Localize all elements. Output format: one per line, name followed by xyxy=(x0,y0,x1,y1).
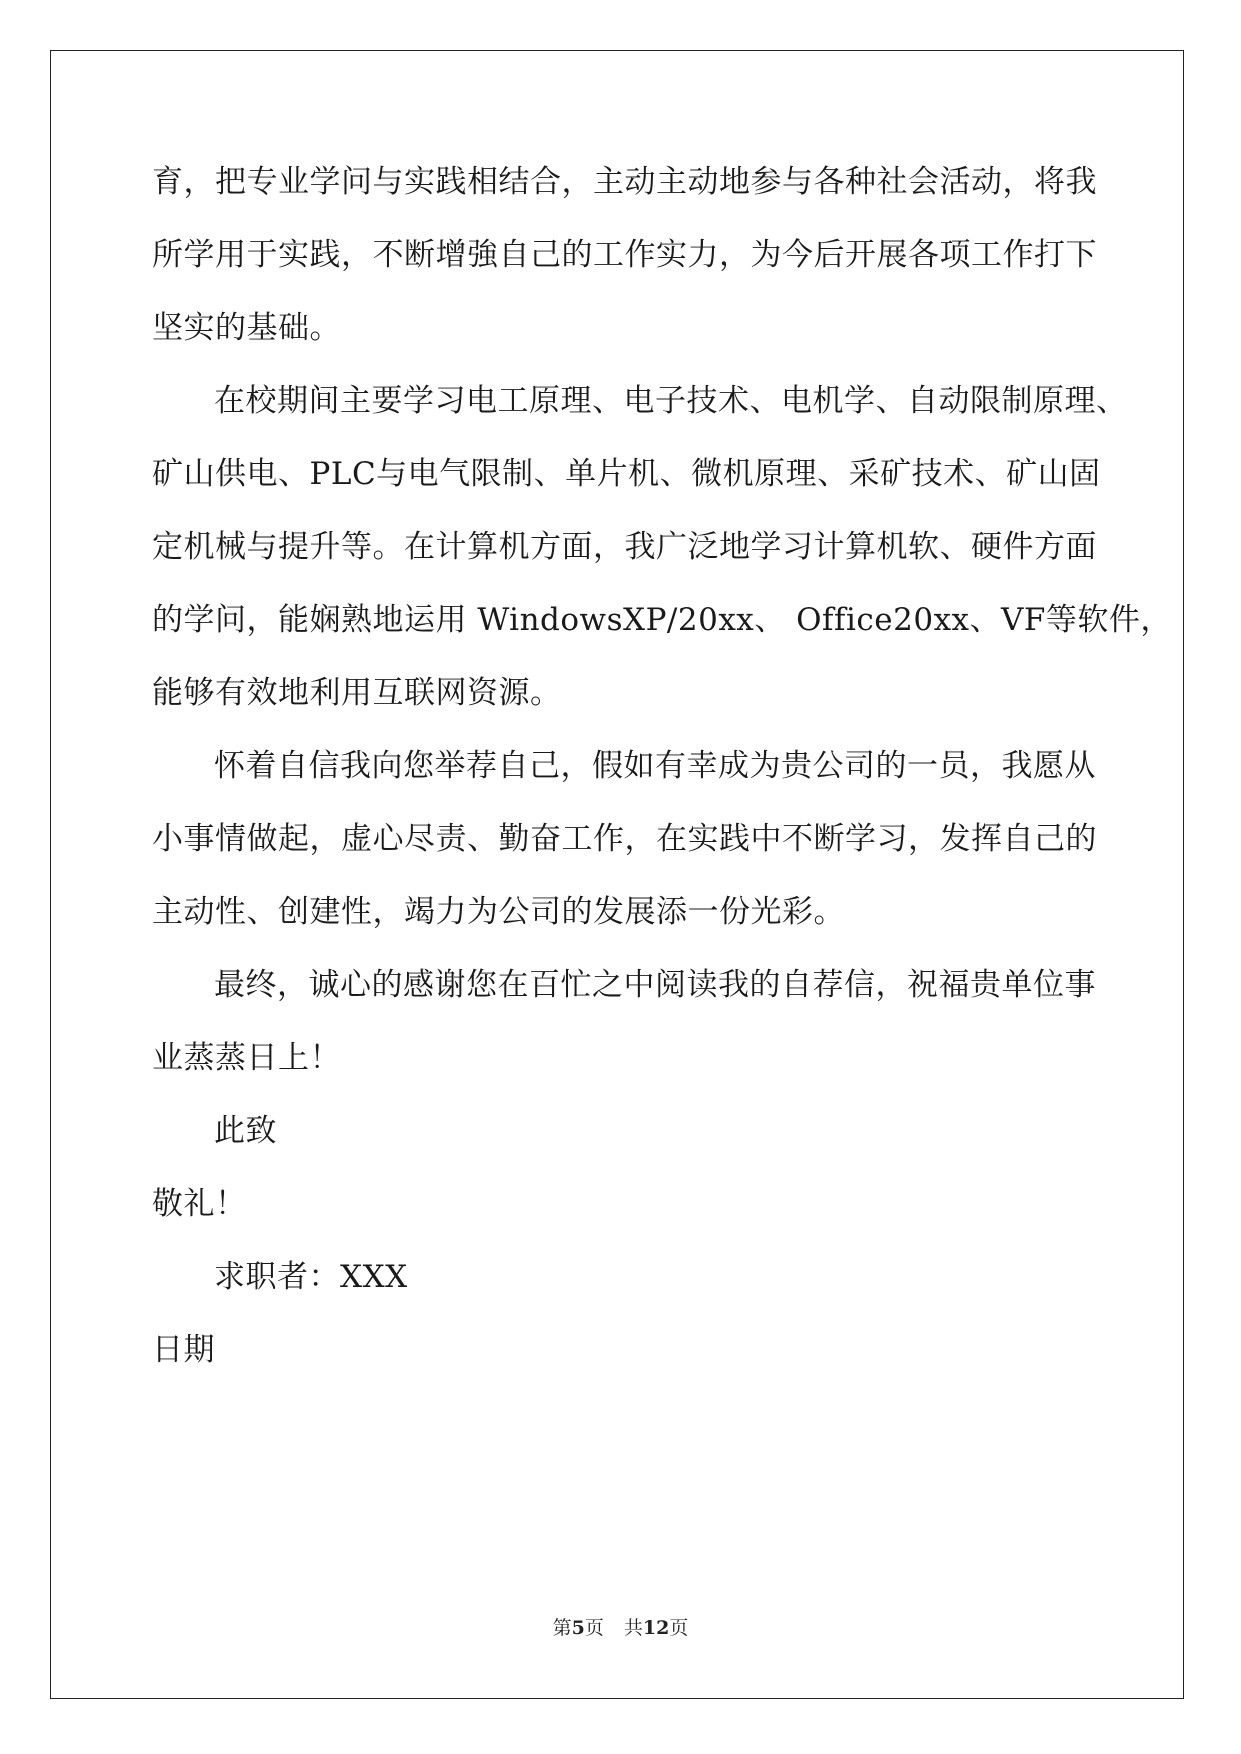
page-suffix: 页 xyxy=(584,1617,604,1639)
page-prefix: 第 xyxy=(552,1617,572,1639)
salutation-line: 敬礼！ xyxy=(152,1186,247,1222)
page-border xyxy=(50,50,1184,1699)
text-line: 的学问，能娴熟地运用 WindowsXP/20xx、 Office20xx、VF等软件， xyxy=(152,602,1172,638)
text-line: 最终，诚心的感谢您在百忙之中阅读我的自荐信，祝福贵单位事 xyxy=(214,967,1096,1003)
text-line: 怀着自信我向您举荐自己，假如有幸成为贵公司的一员，我愿从 xyxy=(214,748,1096,784)
text-line: 小事情做起，虚心尽责、勤奋工作，在实践中不断学习，发挥自己的 xyxy=(152,821,1097,857)
text-line: 所学用于实践，不断增強自己的工作实力，为今后开展各项工作打下 xyxy=(152,237,1097,273)
text-line: 业蒸蒸日上！ xyxy=(152,1040,341,1076)
closing-line: 此致 xyxy=(214,1113,277,1149)
total-suffix: 页 xyxy=(669,1617,689,1639)
text-line: 矿山供电、PLC与电气限制、单片机、微机原理、采矿技术、矿山固 xyxy=(152,456,1101,492)
text-line: 定机械与提升等。在计算机方面，我广泛地学习计算机软、硬件方面 xyxy=(152,529,1097,565)
text-line: 能够有效地利用互联网资源。 xyxy=(152,675,562,711)
total-prefix: 共 xyxy=(623,1617,643,1639)
date-line: 日期 xyxy=(152,1332,215,1368)
signature-line: 求职者：XXX xyxy=(214,1259,408,1295)
text-line: 坚实的基础。 xyxy=(152,310,341,346)
page-number: 5 xyxy=(571,1617,585,1639)
text-line: 育，把专业学问与实践相结合，主动主动地参与各种社会活动，将我 xyxy=(152,164,1097,200)
page-footer xyxy=(0,1616,1241,1640)
total-pages: 12 xyxy=(642,1617,670,1639)
text-line: 主动性、创建性，竭力为公司的发展添一份光彩。 xyxy=(152,894,845,930)
text-line: 在校期间主要学习电工原理、电子技术、电机学、自动限制原理、 xyxy=(214,383,1128,419)
